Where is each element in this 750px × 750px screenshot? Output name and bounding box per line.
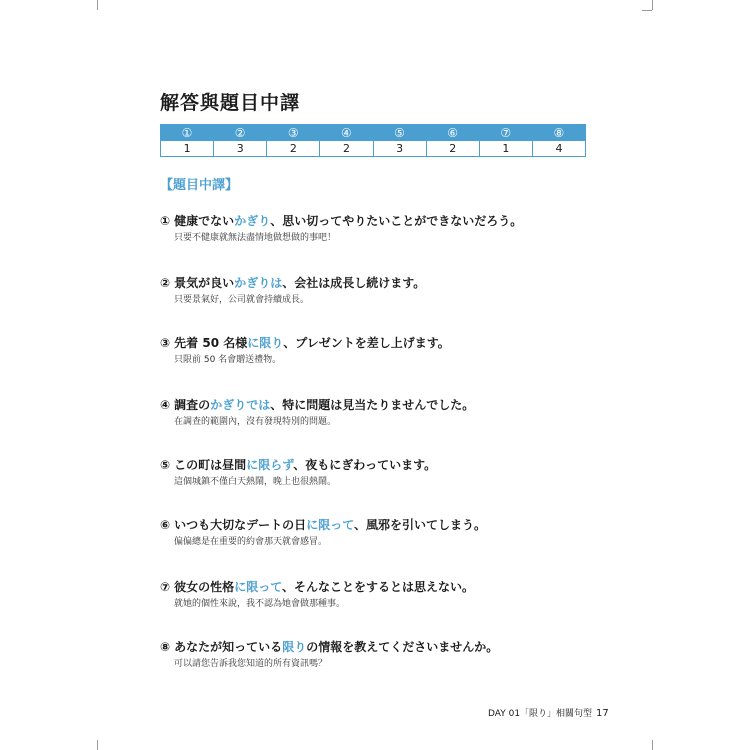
answer-number-row [161,125,586,141]
grammar-highlight: に限って [306,518,354,532]
item-number: ② [160,276,171,290]
grammar-highlight: に限って [234,580,282,594]
japanese-sentence [160,456,436,473]
grammar-highlight: かぎりは [234,276,283,290]
sentence-text: 景気が良い [174,276,235,290]
grammar-highlight: に限り [247,336,284,350]
item-number: ⑤ [160,458,171,472]
sentence-text: この町は昼間 [174,458,247,472]
chinese-translation: 只要景氣好，公司就會持續成長。 [174,295,310,305]
crop-mark-bottom-left [97,740,98,750]
chinese-translation: 偏偏總是在重要的約會那天就會感冒。 [174,537,328,547]
crop-mark-right [652,0,653,10]
sentence-text: 先着 50 名様 [174,336,248,350]
answer-value-cell: 3 [373,141,426,157]
answer-value-cell: 2 [267,141,320,157]
answer-value-cell: 2 [320,141,373,157]
answer-table [160,124,586,157]
crop-mark-left [97,0,98,10]
crop-mark-right-h [642,10,652,11]
item-number: ④ [160,398,171,412]
japanese-sentence [160,274,425,291]
sentence-text: 健康でない [174,214,235,228]
grammar-highlight: かぎり [234,214,271,228]
page-number: 17 [596,708,609,719]
item-number: ① [160,214,171,228]
answer-number-cell: ⑦ [479,125,532,141]
chinese-translation: 只要不健康就無法盡情地做想做的事吧！ [174,233,337,243]
footer-text: DAY 01「限り」相關句型 [488,709,593,719]
answer-number-cell: ⑤ [373,125,426,141]
japanese-sentence [160,638,498,655]
grammar-highlight: かぎりでは [210,398,271,412]
sentence-text: 、夜もにぎわっています。 [293,458,437,472]
answer-value-cell: 4 [532,141,585,157]
answer-value-row [161,141,586,157]
answer-number-cell: ① [161,125,214,141]
grammar-highlight: に限らず [246,458,294,472]
chinese-translation: 在調查的範圍內，沒有發現特別的問題。 [174,417,337,427]
answer-number-cell: ⑧ [532,125,585,141]
sentence-text: あなたが知っている [174,640,283,654]
japanese-sentence [160,516,486,533]
chinese-translation: 只限前 50 名會贈送禮物。 [174,355,282,365]
grammar-highlight: 限り [282,640,307,654]
answer-number-cell: ④ [320,125,373,141]
chinese-translation: 這個城鎮不僅白天熱鬧，晚上也很熱鬧。 [174,477,337,487]
sentence-text: 、会社は成長し続けます。 [282,276,426,290]
japanese-sentence [160,334,450,351]
japanese-sentence [160,212,522,229]
answer-value-cell: 3 [214,141,267,157]
answer-number-cell: ③ [267,125,320,141]
section-label: 【題目中譯】 [160,178,239,193]
sentence-text: 調査の [174,398,211,412]
sentence-text: 、思い切ってやりたいことができないだろう。 [270,214,523,228]
answer-value-cell: 1 [479,141,532,157]
answer-number-cell: ⑥ [426,125,479,141]
sentence-text: 、そんなことをするとは思えない。 [281,580,474,594]
answer-value-cell: 2 [426,141,479,157]
item-number: ⑦ [160,580,171,594]
crop-mark-bottom-right [652,740,653,750]
page-footer [488,706,609,719]
sentence-text: の情報を教えてくださいませんか。 [306,640,499,654]
page-title: 解答與題目中譯 [160,92,301,114]
sentence-text: 、特に問題は見当たりませんでした。 [270,398,475,412]
item-number: ⑥ [160,518,171,532]
item-number: ⑧ [160,640,171,654]
sentence-text: いつも大切なデートの日 [174,518,307,532]
sentence-text: 彼女の性格 [174,580,235,594]
sentence-text: 、風邪を引いてしまう。 [353,518,486,532]
item-number: ③ [160,336,171,350]
chinese-translation: 就她的個性來說，我不認為她會做那種事。 [174,599,346,609]
answer-number-cell: ② [214,125,267,141]
answer-value-cell: 1 [161,141,214,157]
japanese-sentence [160,396,474,413]
sentence-text: 、プレゼントを差し上げます。 [283,336,450,350]
chinese-translation: 可以請您告訴我您知道的所有資訊嗎？ [174,659,328,669]
japanese-sentence [160,578,474,595]
